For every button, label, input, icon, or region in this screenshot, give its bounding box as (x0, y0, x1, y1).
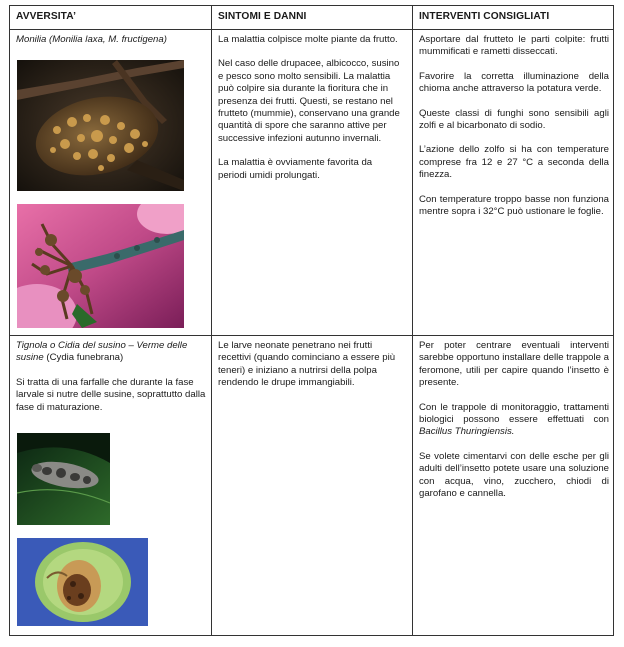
tignola-symptoms (218, 340, 404, 402)
symptom-paragraph: Nel caso delle drupacee, albicocco, susino e pesco sono molto sensibili. La malattia può colpire sia durante la fioritura che in presenza dei frutti. Questi, se restano nel frutteto (mummie), conservano una grande quantità di spore che saranno attive per successive infezioni autunno invernali. (218, 58, 400, 144)
monilia-interventions (419, 34, 609, 230)
intervention-paragraph: Asportare dal frutteto le parti colpite: frutti mummificati e rametti disseccati. (419, 34, 609, 58)
monilia-mummified-fruit-photo (17, 60, 184, 191)
monilia-infected-twig-photo (17, 204, 184, 328)
pest-name-monilia: Monilia (Monilia laxa, M. fructigena) (16, 34, 167, 45)
cydia-larva-on-leaf-photo (17, 433, 110, 525)
pest-description: Si tratta di una farfalle che durante la fase larvale si nutre delle susine, soprattutto dalla fase di maturazione. (16, 376, 206, 413)
pest-latin-name: (Cydia funebrana) (43, 352, 124, 364)
tignola-interventions (419, 340, 609, 512)
pest-table (9, 5, 614, 636)
intervention-paragraph: Per poter centrare eventuali interventi sarebbe opportuno installare delle trappole a feromone, utili per capire quando l’insetto è presente. (419, 340, 609, 389)
cydia-damaged-plum-photo (17, 538, 148, 626)
pest-name-tignola: Tignola o Cidia del susino – Verme delle susine (16, 340, 188, 364)
intervention-paragraph: Se volete cimentarvi con delle esche per gli adulti dell’insetto potete usare una soluzione con acqua, vino, zucchero, chiodi di garofano e cannella. (419, 450, 609, 500)
bacillus-name: Bacillus Thuringiensis. (419, 426, 515, 438)
intervention-paragraph: Con le trappole di monitoraggio, trattamenti biologici possono essere effettuati con Bacillus Thuringiensis. (419, 401, 609, 438)
header-interventions: INTERVENTI CONSIGLIATI (419, 11, 550, 22)
tignola-description (16, 340, 206, 426)
intervention-paragraph: Queste classi di funghi sono sensibili agli zolfi e al bicarbonato di sodio. (419, 107, 609, 132)
row-divider (10, 29, 613, 30)
column-divider (412, 6, 413, 635)
intervention-paragraph: Con temperature troppo basse non funziona mentre sopra i 32°C può ustionare le foglie. (419, 193, 609, 218)
symptom-paragraph: La malattia colpisce molte piante da frutto. (218, 34, 398, 45)
intervention-paragraph: L’azione dello zolfo si ha con temperature comprese fra 12 e 27 °C a seconda della finezza. (419, 144, 609, 181)
row-divider (10, 335, 613, 336)
header-symptoms: SINTOMI E DANNI (218, 11, 307, 22)
intervention-paragraph: Favorire la corretta illuminazione della chioma anche attraverso la potatura verde. (419, 70, 609, 95)
column-divider (211, 6, 212, 635)
symptom-paragraph: La malattia è ovviamente favorita da periodi umidi prolungati. (218, 157, 373, 181)
symptom-paragraph: Le larve neonate penetrano nei frutti recettivi (quando cominciano a essere più teneri) e iniziano a nutrirsi della polpa rendendo le drupe immangiabili. (218, 340, 396, 389)
header-adversity: AVVERSITA’ (16, 11, 77, 22)
monilia-symptoms (218, 34, 402, 194)
